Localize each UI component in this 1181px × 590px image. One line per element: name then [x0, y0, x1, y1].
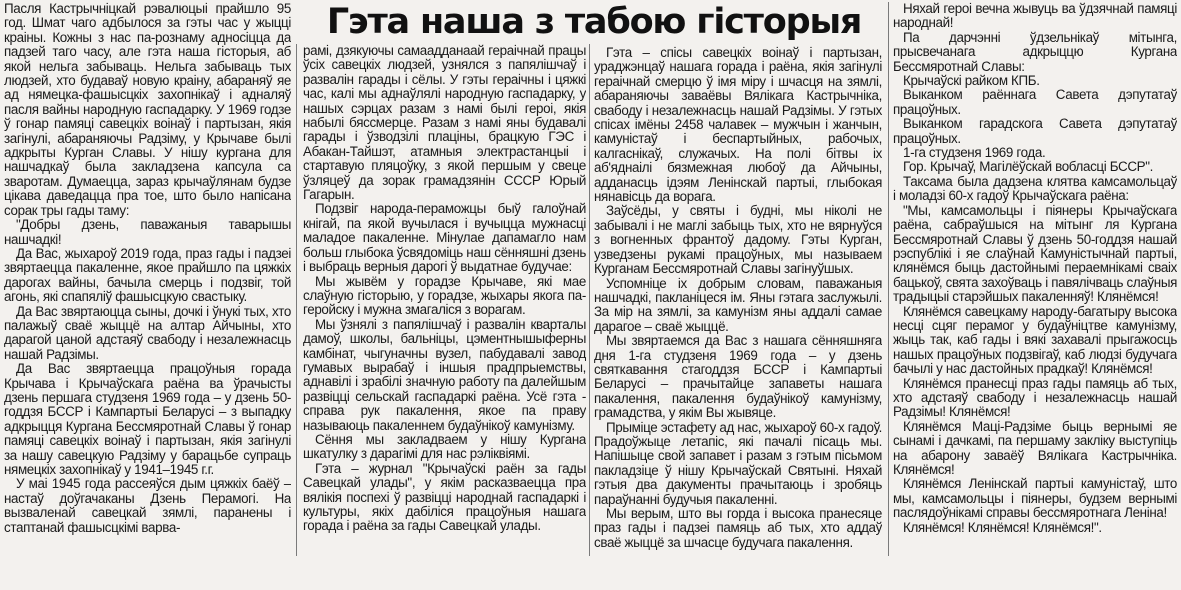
paragraph: Да Вас звяртаюцца сыны, дочкі і ўнукі тых, хто палажыў сваё жыццё на алтар Айчыны, хто дарагой цаной адстаяў свабоду і незалежнасць нашай Радзімы. — [4, 303, 291, 362]
paragraph: Да Вас, жыхароў 2019 года, праз гады і падзеі звяртаецца пакаленне, якое прайшло па цяжкіх дарогах вайны, бачыла смерць і подзвіг, той агонь, які спапяліў фашысцкую свастыку. — [4, 245, 291, 305]
paragraph: Клянёмся савецкаму народу-багатыру высока несці сцяг перамог у будаўніцтве камунізму, жыць так, каб гады і вякі захавалі прыгажосць нашых працоўных подзвігаў, каб людзі будучага бачылі у нас дастойных прадкаў! Клянёмся! — [893, 303, 1177, 377]
paragraph: Гор. Крычаў, Магілёўскай вобласці БССР". — [903, 159, 1154, 175]
paragraph: Гэта – журнал "Крычаўскі раён за гады Савецкай улады", у якім расказваецца пра вялікія поспехі ў развіцці народнай гаспадаркі і культуры, якіх дабіліся працоўныя нашага горада і раёна за гады Савецкай улады. — [303, 460, 586, 534]
column-divider — [589, 44, 590, 556]
paragraph: Клянёмся Ленінскай партыі камуністаў, што мы, камсамольцы і піянеры, будзем вернымі паслядоўнікамі справы бессмяротнага Леніна! — [893, 476, 1177, 521]
paragraph: Выканком гарадскога Савета дэпутатаў працоўных. — [893, 116, 1177, 146]
paragraph: Заўсёды, у святы і будні, мы ніколі не забывалі і не маглі забыць тых, хто не вярнуўся з вогненных франтоў дадому. Гэты Курган, узведзены рукамі працоўных, мы называем Курганам Бессмяротнай Славы загінуўшых. — [594, 203, 882, 277]
column-divider — [296, 44, 297, 556]
article-column-2 — [303, 44, 586, 558]
paragraph: Мы звяртаемся да Вас з нашага сённяшняга дня 1-га студзеня 1969 года – у дзень святкавання стагоддзя БССР і Кампартыі Беларусі – прачытайце запаветы нашага пакалення, пакалення будаўнікоў камунізму, грамадства, у якім Вы жывяце. — [594, 333, 882, 421]
paragraph: Пасля Кастрычніцкай рэвалюцыі прайшло 95 год. Шмат чаго адбылося за гэты час у жыцці краіны. Кожны з нас па-рознаму адносіцца да падзей таго часу, але гэта наша гісторыя, аб якой нельга забываць. Нельга забываць тых людзей, хто будаваў новую краіну, абараняў яе ад нямецка-фашысцкіх захопнікаў і адналяў пасля вайны народную гаспадарку. У 1969 годзе ў гонар памяці савецкіх воінаў і партызан, якія загінулі, абараняючы Радзіму, у Крычаве былі адкрыты Курган Славы. У нішу кургана для нашчадкаў была закладзена капсула са зваротам. Думаецца, зараз крычаўлянам будзе цікава даведацца пра тое, што было напісана сорак тры гады таму: — [4, 2, 291, 218]
paragraph: Прыміце эстафету ад нас, жыхароў 60-х гадоў. Прадоўжыце летапіс, які пачалі пісаць мы. Напішыце свой запавет і разам з гэтым пісьмом пакладзіце ў нішу Крычаўскай Святыні. Няхай гэтыя два дакументы прачытаюць і зробяць параўнанні будучыя пакаленні. — [594, 419, 882, 507]
paragraph: Няхай героі вечна жывуць ва ўдзячнай памяці народнай! — [893, 2, 1177, 31]
paragraph: Да Вас звяртаецца працоўныя горада Крычава і Крычаўскага раёна ва ўрачысты дзень першага студзеня 1969 года – у дзень 50-годдзя БССР і Кампартыі Беларусі – з выпадку адкрыцця Кургана Бессмяротнай Славы ў гонар памяці савецкіх воінаў і партызан, якія загінулі за нашу савецкую Радзіму у барацьбе супраць нямецкіх захопнікаў у 1941–1945 г.г. — [4, 361, 291, 477]
paragraph: Выканком раённага Савета дэпутатаў працоўных. — [893, 87, 1177, 117]
paragraph: 1-га студзеня 1969 года. — [903, 145, 1046, 161]
paragraph: "Мы, камсамольцы і піянеры Крычаўскага раёна, сабраўшыся на мітынг ля Кургана Бессмяротнай Славы ў дзень 50-годдзя нашай рэспублікі і яе слаўнай Камуністычнай партыі, клянёмся быць дастойнымі пераемнікамі сваіх бацькоў, свята захоўваць і павялічваць слаўныя традыцыі старэйшых пакаленняў! Клянёмся! — [893, 202, 1177, 305]
paragraph: Мы верым, што вы горда і высока пранесяце праз гады і падзеі памяць аб тых, хто аддаў сваё жыццё за шчасце будучага пакалення. — [594, 506, 882, 550]
paragraph: "Добры дзень, паважаныя таварышы нашчадкі! — [4, 217, 291, 247]
paragraph: Па дарчэнні ўдзельнікаў мітынга, прысвечанага адкрыццю Кургана Бессмяротнай Славы: — [893, 29, 1177, 74]
column-divider — [888, 2, 889, 556]
paragraph: Подзвіг народа-пераможцы быў галоўнай кнігай, па якой вучылася і вучыцца мужнасці маладое пакаленне. Мінулае дапамагло нам больш глыбока ўсвядоміць наш сённяшні дзень і выбраць верныя дарогі ў выдатнае будучае: — [303, 201, 586, 275]
paragraph: Успомніце іх добрым словам, паважаныя нашчадкі, пакланіцеся ім. Яны гэтага заслужылі. За мір на зямлі, за камунізм яны аддалі самае дарагое – сваё жыццё. — [594, 275, 882, 334]
paragraph: Клянёмся Маці-Радзіме быць вернымі яе сынамі і дачкамі, па першаму заклiку выступіць на абарону заваёў Вялікага Кастрычніка. Клянёмся! — [893, 418, 1177, 477]
paragraph: Мы жывём у горадзе Крычаве, які мае слаўную гісторыю, у горадзе, жыхары якога па-геройску і мужна змагаліся з ворагам. — [303, 273, 586, 318]
article-column-1 — [4, 2, 291, 558]
paragraph: Гэта – спісы савецкіх воінаў і партызан, ураджэнцаў нашага горада і раёна, якія загінулі гераічнай смерцю ў імя міру і шчасця на зямлі, абараняючы заваёвы Вялікага Кастрычніка, свабоду і незалежнасць нашай Радзімы. У гэтых спісах імёны 2458 чалавек – мужчын і жанчын, камуністаў і беспартыйных, рабочых, калгаснікаў, служачых. На полі бітвы іх аб'яднаілі бязмежная любоў да Айчыны, адданасць ідэям Ленінскай партыі, глыбокая нянавісць да ворага. — [594, 46, 882, 205]
article-column-4 — [893, 2, 1177, 558]
paragraph: Сёння мы закладваем у нішу Кургана шкатулку з дарагімі для нас рэліквіямі. — [303, 431, 586, 462]
paragraph: Клянёмся! Клянёмся! Клянёмся!". — [903, 519, 1102, 535]
article-column-3 — [594, 46, 882, 590]
headline: Гэта наша з табою гісторыя — [326, 2, 862, 42]
paragraph: рамі, дзякуючы самаадданаай гераічнай працы ўсіх савецкіх людзей, узнялся з папялішчаў і развалін гарады і сёлы. У гэты гераічны і цяжкі час, калі мы аднаўлялі народную гаспадарку, у нашых сэрцах разам з намі былі героі, якія набылі бяссмерце. Разам з намі яны будавалі гарады і ўзводзілі плаціны, брацкую ГЭС і Абакан-Тайшэт, атамныя электрастанцыі і стартавую пляцоўку, з якой першым у свеце ўзляцеў да зорак грамадзянін СССР Юрый Гагарын. — [303, 44, 586, 203]
paragraph: Таксама была дадзена клятва камсамольцаў і моладзі 60-х гадоў Крычаўскага раёна: — [893, 173, 1177, 204]
paragraph: Мы ўзнялі з папялішчаў і развалін кварталы дамоў, школы, бальніцы, цэментнышыферны камбінат, чыгуначны вузел, пабудавалі завод гумавых вырабаў і іншыя прадпрыемствы, аднавілі і зрабілі значную работу па далейшым развіцці сельскай гаспадаркі раёна. Усё гэта - справа рук пакалення, якое па праву называюць пакаленнем будаўнікоў камунізму. — [303, 316, 586, 433]
paragraph: Крычаўскі райком КПБ. — [903, 73, 1040, 89]
paragraph: У маі 1945 года рассеяўся дым цяжкіх баёў – настаў доўгачаканы Дзень Перамогі. На вызваленай савецкай зямлі, паранены і стаптанай фашысцкімі варва- — [4, 476, 291, 535]
paragraph: Клянёмся пранесці праз гады памяць аб тых, хто адстаяў свабоду і незалежнасць нашай Радзімы! Клянёмся! — [893, 375, 1177, 420]
